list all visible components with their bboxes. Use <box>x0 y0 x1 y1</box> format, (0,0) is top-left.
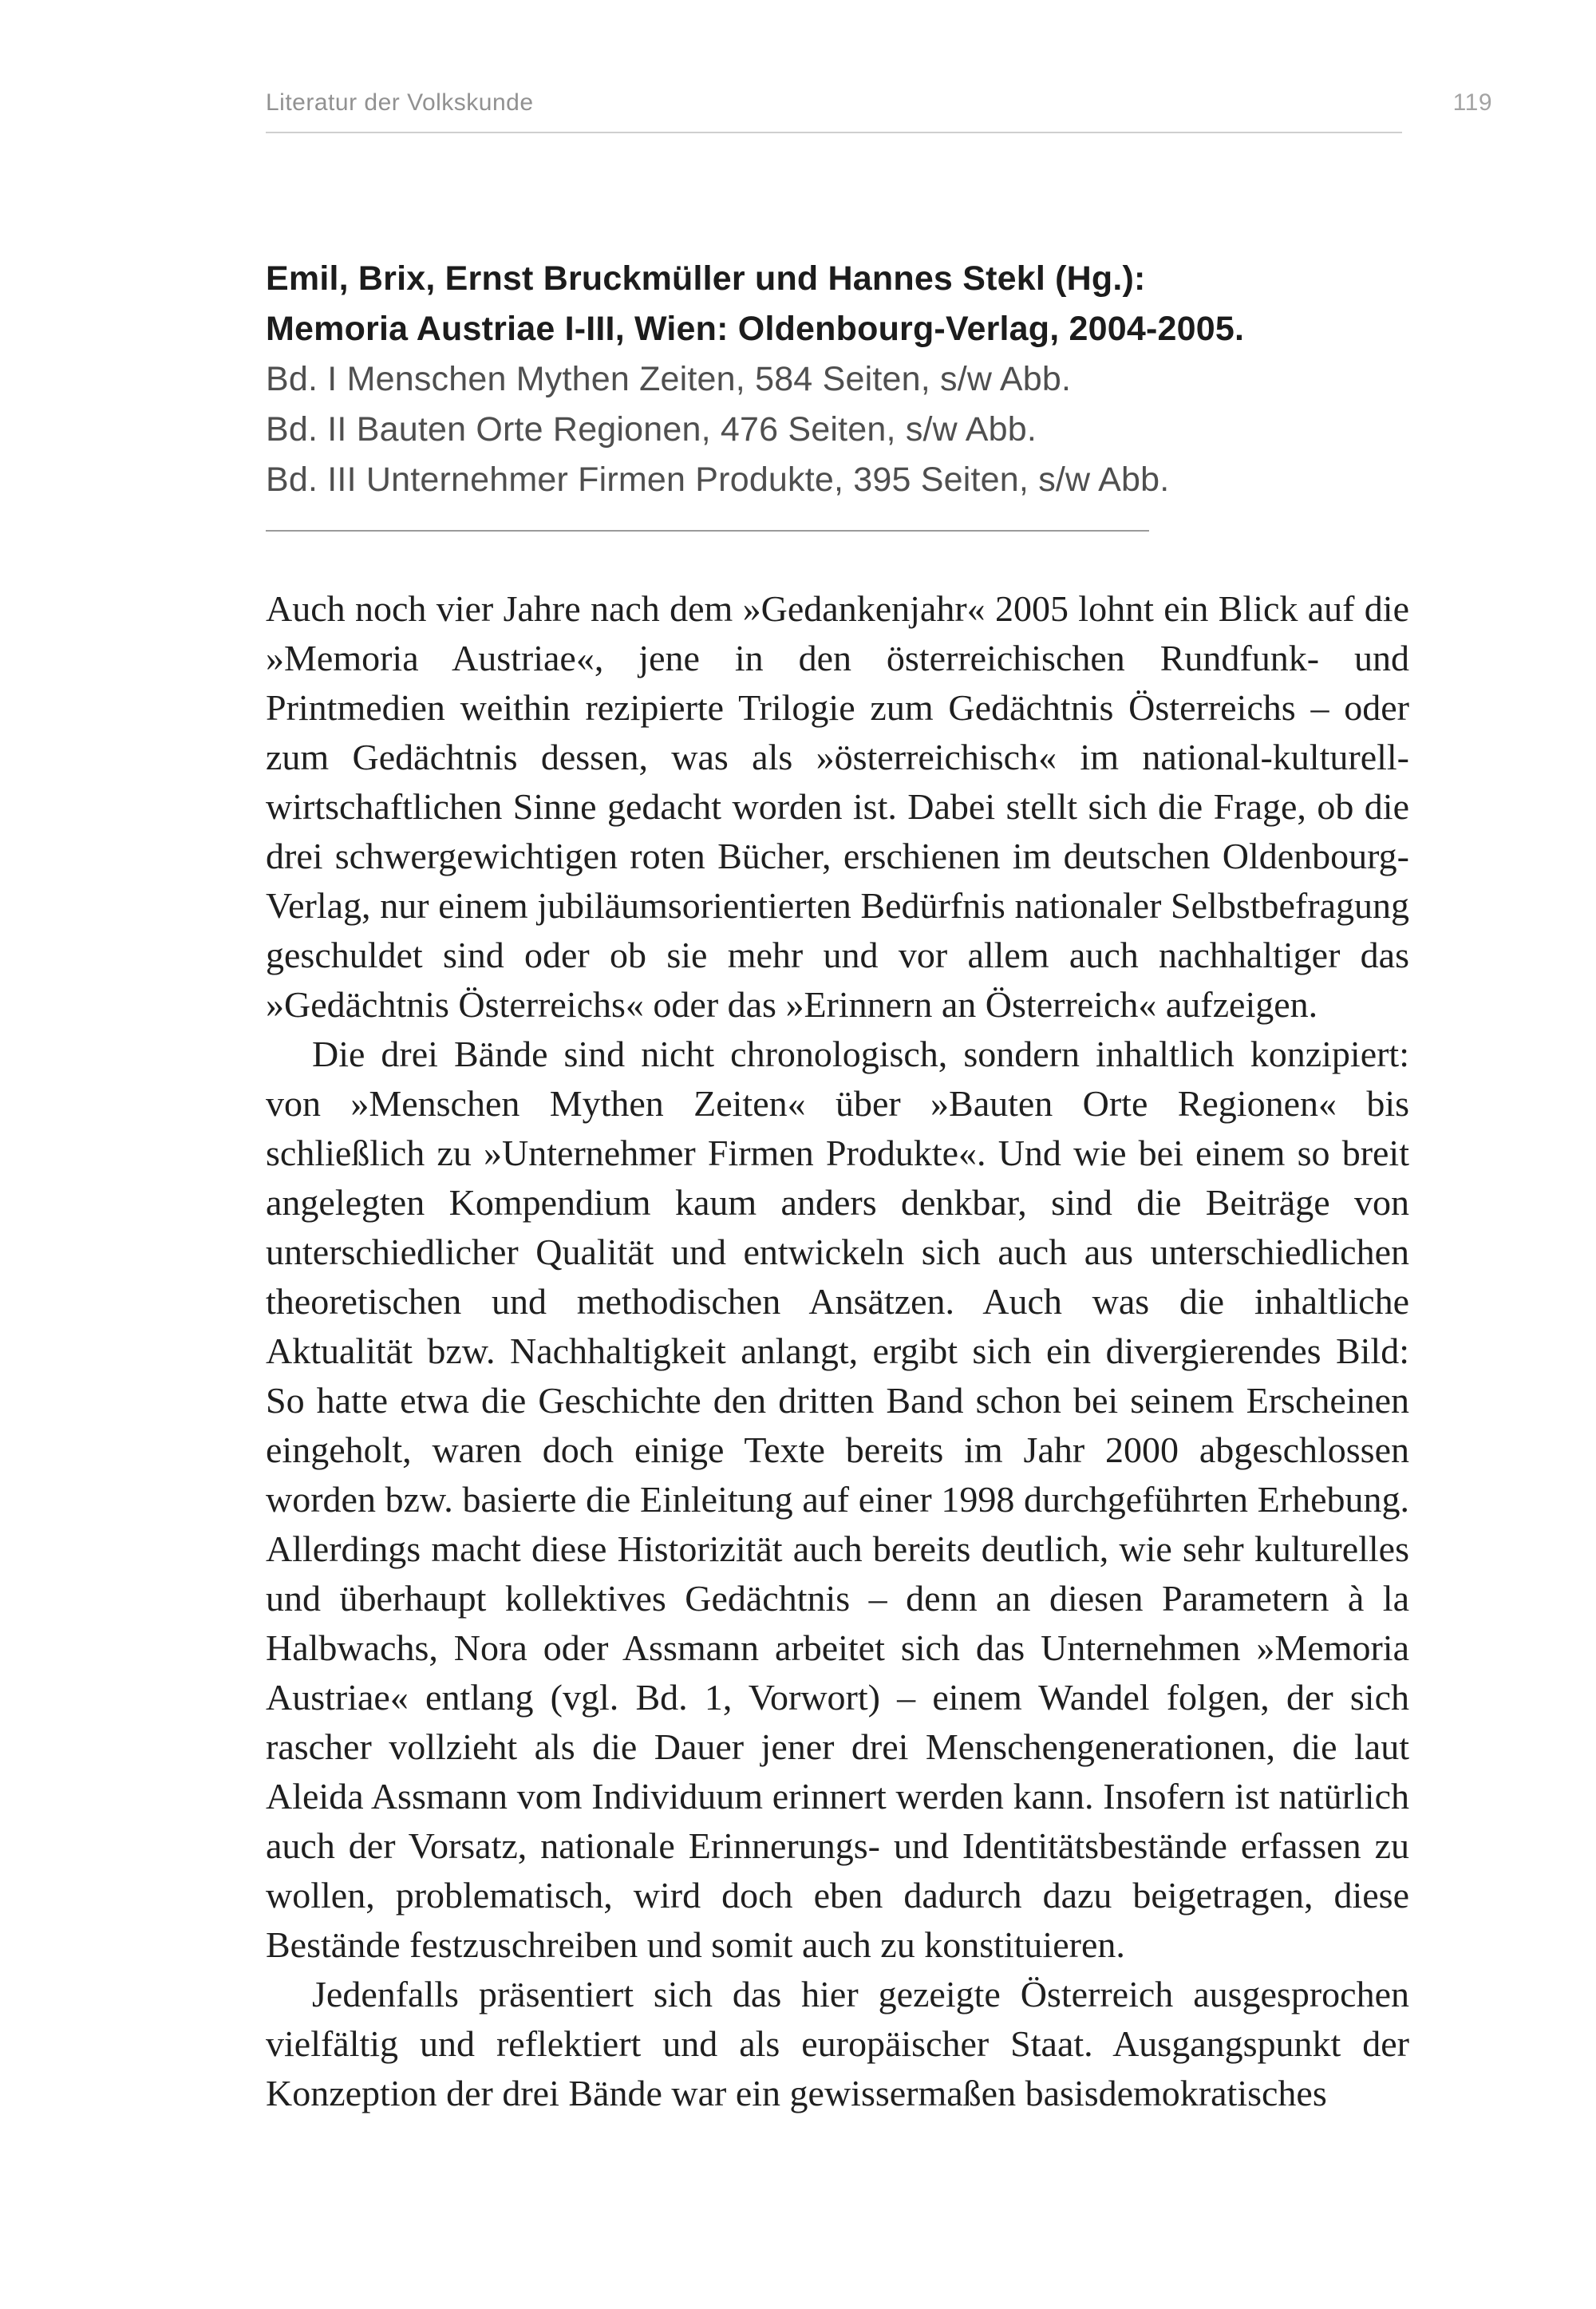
citation-volume-1: Bd. I Menschen Mythen Zeiten, 584 Seiten, s/w Abb. <box>266 360 1072 398</box>
review-body <box>266 584 1409 2118</box>
body-paragraph-2: Die drei Bände sind nicht chronologisch, sondern inhaltlich konzipiert: von »Menschen Mythen Zeiten« über »Bauten Orte Regionen« bis schließlich zu »Unternehmer Firmen Produkte«. Und wie bei einem so breit angelegten Kompendium kaum anders denkbar, sind die Beiträge von unterschiedlicher Qualität und entwickeln sich auch aus unterschiedlichen theoretischen und methodischen Ansätzen. Auch was die inhaltliche Aktualität bzw. Nachhaltigkeit anlangt, ergibt sich ein divergierendes Bild: So hatte etwa die Geschichte den dritten Band schon bei seinem Erscheinen eingeholt, waren doch einige Texte bereits im Jahr 2000 abgeschlossen worden bzw. basierte die Einleitung auf einer 1998 durchgeführten Erhebung. Allerdings macht diese Historizität auch bereits deutlich, wie sehr kulturelles und überhaupt kollektives Gedächtnis – denn an diesen Parametern à la Halbwachs, Nora oder Assmann arbeitet sich das Unternehmen »Memoria Austriae« entlang (vgl. Bd. 1, Vorwort) – einem Wandel folgen, der sich rascher vollzieht als die Dauer jener drei Menschengenerationen, die laut Aleida Assmann vom Individuum erinnert werden kann. Insofern ist natürlich auch der Vorsatz, nationale Erinnerungs- und Identitätsbestände erfassen zu wollen, problematisch, wird doch eben dadurch dazu beigetragen, diese Bestände festzuschreiben und somit auch zu konstituieren. <box>266 1034 1409 1965</box>
citation-volume-3: Bd. III Unternehmer Firmen Produkte, 395 Seiten, s/w Abb. <box>266 461 1170 499</box>
running-header <box>266 89 1492 117</box>
citation-volume-2: Bd. II Bauten Orte Regionen, 476 Seiten, s/w Abb. <box>266 410 1037 449</box>
citation-divider-rule <box>266 530 1149 532</box>
citation-title: Memoria Austriae I-III, Wien: Oldenbourg-Verlag, 2004-2005. <box>266 310 1245 348</box>
citation-authors: Emil, Brix, Ernst Bruckmüller und Hannes Stekl (Hg.): <box>266 259 1146 298</box>
running-title: Literatur der Volkskunde <box>266 89 534 116</box>
body-paragraph-1: Auch noch vier Jahre nach dem »Gedankenjahr« 2005 lohnt ein Blick auf die »Memoria Austriae«, jene in den österreichischen Rundfunk- und Printmedien weithin rezipierte Trilogie zum Gedächtnis Österreichs – oder zum Gedächtnis dessen, was als »österreichisch« im national-kulturell-wirtschaftlichen Sinne gedacht worden ist. Dabei stellt sich die Frage, ob die drei schwergewichtigen roten Bücher, erschienen im deutschen Oldenbourg-Verlag, nur einem jubiläumsorientierten Bedürfnis nationaler Selbstbefragung geschuldet sind oder ob sie mehr und vor allem auch nachhaltiger das »Gedächtnis Österreichs« oder das »Erinnern an Österreich« aufzeigen. <box>266 588 1409 1025</box>
citation-block <box>266 254 1409 505</box>
page-number: 119 <box>1452 89 1492 116</box>
body-paragraph-3: Jedenfalls präsentiert sich das hier gezeigte Österreich ausgesprochen vielfältig und reflektiert und als europäischer Staat. Ausgangspunkt der Konzeption der drei Bände war ein gewissermaßen basisdemokratisches <box>266 1974 1409 2113</box>
header-rule <box>266 132 1402 133</box>
